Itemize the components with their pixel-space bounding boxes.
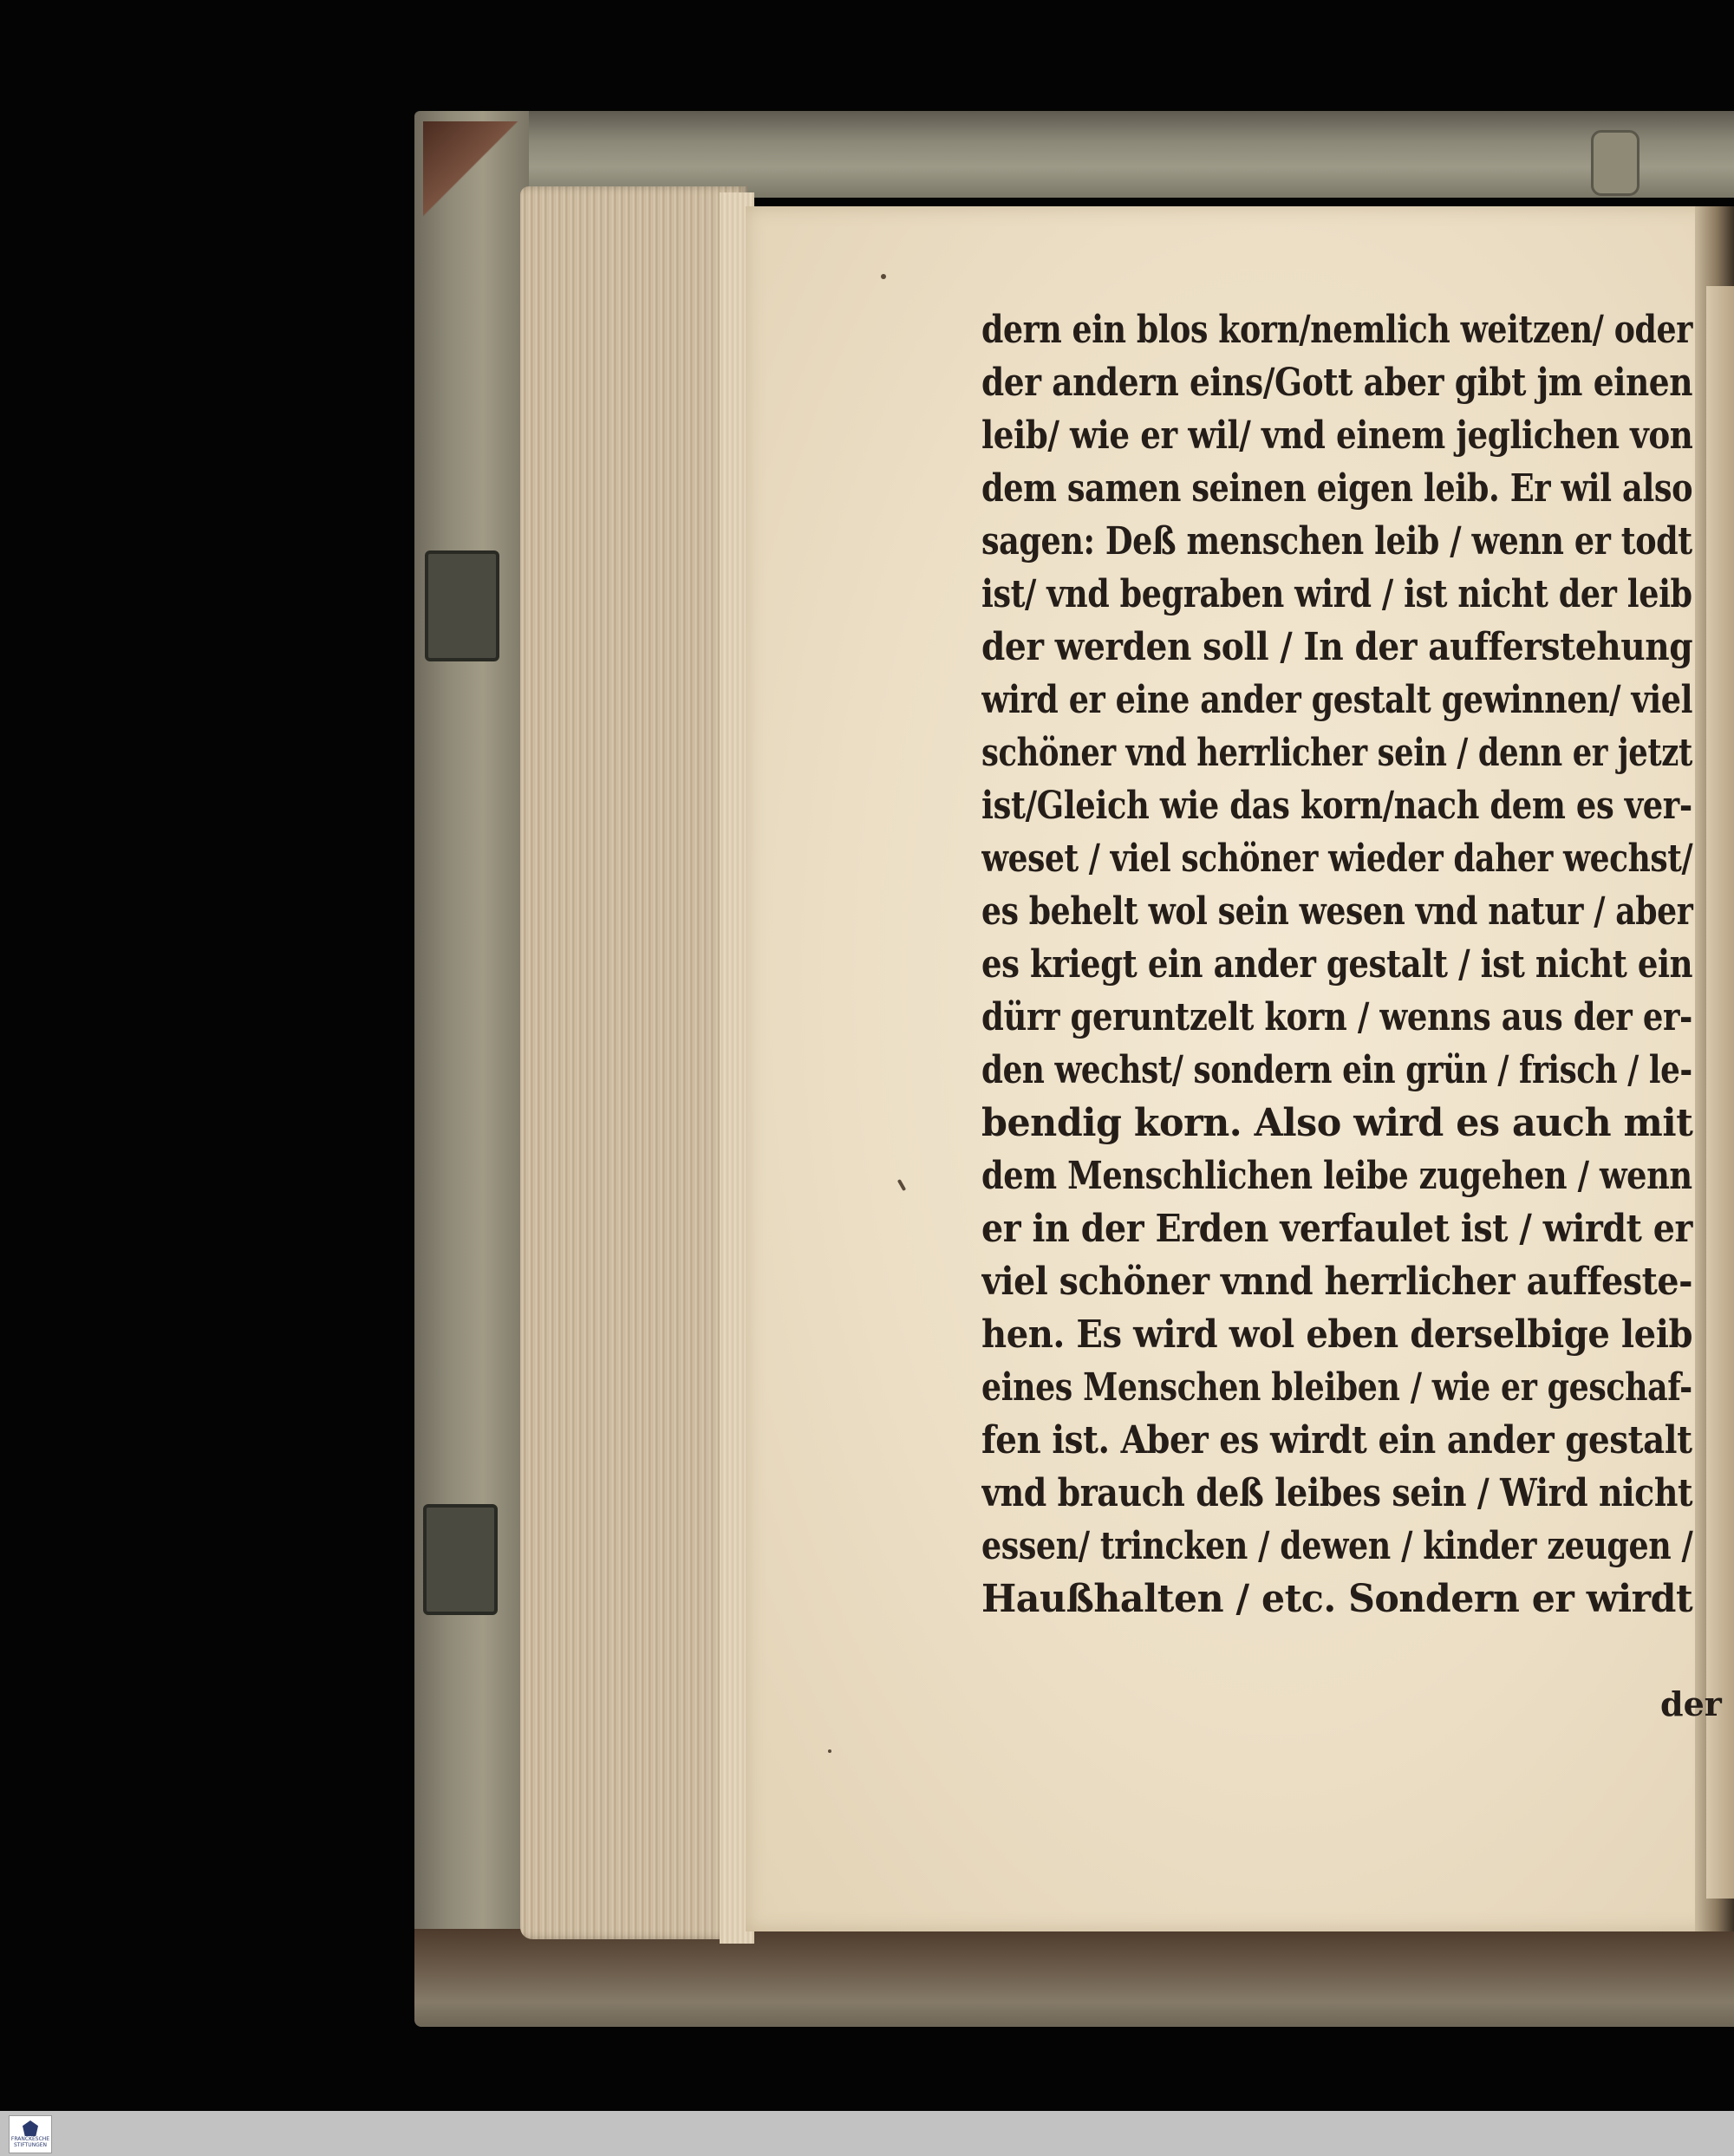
cover-turn-in [423,121,527,225]
clasp-icon [425,550,499,661]
text-line: leib/ wie er wil/ vnd einem jeglichen von [981,414,1693,458]
paper-speck [828,1749,831,1753]
institution-logo[interactable] [9,2115,52,2153]
viewer-footer-bar [0,2111,1734,2156]
text-line: er in der Erden verfaulet ist / wirdt er [981,1207,1692,1251]
text-line: der werden soll / In der aufferstehung [981,625,1693,669]
text-line: essen/ trincken / dewen / kinder zeugen / [981,1524,1693,1568]
text-line: dem Menschlichen leibe zugehen / wenn [981,1154,1692,1198]
text-line: Haußhalten / etc. Sondern er wirdt [981,1577,1693,1621]
book-cover-spine-edge [414,111,529,2027]
clasp-icon [423,1504,498,1615]
text-line: hen. Es wird wol eben derselbige leib [981,1312,1693,1357]
text-line: ist/ vnd begraben wird / ist nicht der leib [981,572,1692,616]
text-line: es behelt wol sein wesen vnd natur / aber [981,889,1693,934]
text-line: bendig korn. Also wird es auch mit [981,1101,1693,1145]
logo-text: FRANCKESCHE STIFTUNGEN [10,2136,50,2148]
clasp-knob-icon [1591,130,1639,196]
text-line: sagen: Deß menschen leib / wenn er todt [981,519,1692,563]
page-text [981,308,1718,1729]
text-line: es kriegt ein ander gestalt / ist nicht ein [981,942,1693,987]
text-line: wird er eine ander gestalt gewinnen/ viel [981,678,1693,722]
text-line: fen ist. Aber es wirdt ein ander gestalt [981,1418,1692,1462]
text-line: vnd brauch deß leibes sein / Wird nicht [981,1471,1693,1515]
text-line: dern ein blos korn/nemlich weitzen/ oder [981,308,1692,352]
text-line: dem samen seinen eigen leib. Er wil also [981,466,1693,511]
text-line: ist/Gleich wie das korn/nach dem es ver- [981,784,1692,828]
paper-speck [881,274,886,279]
page-fore-edge [520,186,747,1939]
book-cover-top [414,111,1734,198]
text-line: den wechst/ sondern ein grün / frisch / le- [981,1048,1692,1092]
text-line: viel schöner vnnd herrlicher auffeste- [981,1260,1693,1304]
text-line: weset / viel schöner wieder daher wechst/ [981,837,1693,881]
logo-emblem-icon [23,2120,38,2136]
text-line: schöner vnd herrlicher sein / denn er jetzt [981,731,1692,775]
text-line: eines Menschen bleiben / wie er geschaf- [981,1365,1692,1410]
text-line: der andern eins/Gott aber gibt jm einen [981,361,1693,405]
text-line: dürr geruntzelt korn / wenns aus der er- [981,995,1692,1039]
book-cover-bottom [414,1929,1734,2027]
catchword: der [1660,1684,1722,1723]
